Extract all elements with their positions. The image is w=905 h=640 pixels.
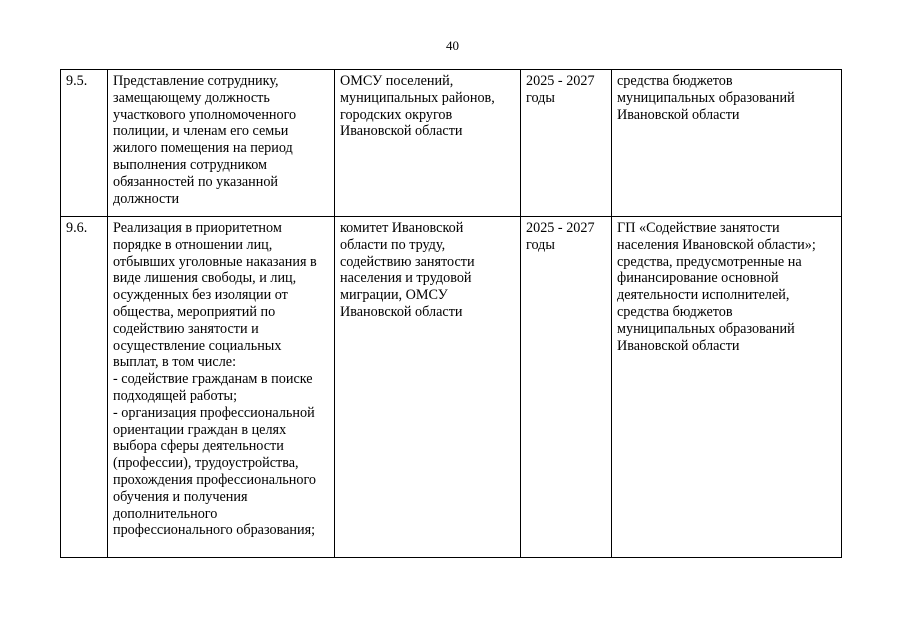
period-text: 2025 - 2027 годы [526,220,595,253]
executor-cell [335,70,521,217]
table-row [61,70,842,217]
row-number-cell [61,217,108,558]
table-row [61,217,842,558]
measure-text: Представление сотруднику, замещающему должность участкового уполномоченного полиции, и членам его семьи жилого помещения на период выполнения сотрудником обязанностей по указанной должности [113,73,297,207]
row-number-cell [61,70,108,217]
page-number: 40 [446,38,459,53]
row-number: 9.6. [66,220,88,236]
executor-text: ОМСУ поселений, муниципальных районов, городских округов Ивановской области [340,73,495,140]
executor-text: комитет Ивановской области по труду, содействию занятости населения и трудовой миграции, ОМСУ Ивановской области [340,220,475,320]
funding-cell [612,70,842,217]
funding-text: средства бюджетов муниципальных образований Ивановской области [617,73,795,123]
measure-text: Реализация в приоритетном порядке в отношении лиц, отбывших уголовные наказания в виде лишения свободы, и лиц, осужденных без изоляции от общества, мероприятий по содействию занятости и осуществление социальных выплат, в том числе: - содействие гражданам в поиске подходящей работы; - организация профессиональной ориентации граждан в целях выбора сферы деятельности (профессии), трудоустройства, прохождения профессионального обучения и получения дополнительного профессионального образования; [113,220,317,539]
period-text: 2025 - 2027 годы [526,73,595,106]
measures-table [60,69,842,558]
executor-cell [335,217,521,558]
funding-cell [612,217,842,558]
measure-cell [108,217,335,558]
row-number: 9.5. [66,73,88,89]
measure-cell [108,70,335,217]
funding-text: ГП «Содействие занятости населения Ивановской области»; средства, предусмотренные на финансирование основной деятельности исполнителей, средства бюджетов муниципальных образований Ивановской области [617,220,816,354]
period-cell [521,70,612,217]
period-cell [521,217,612,558]
